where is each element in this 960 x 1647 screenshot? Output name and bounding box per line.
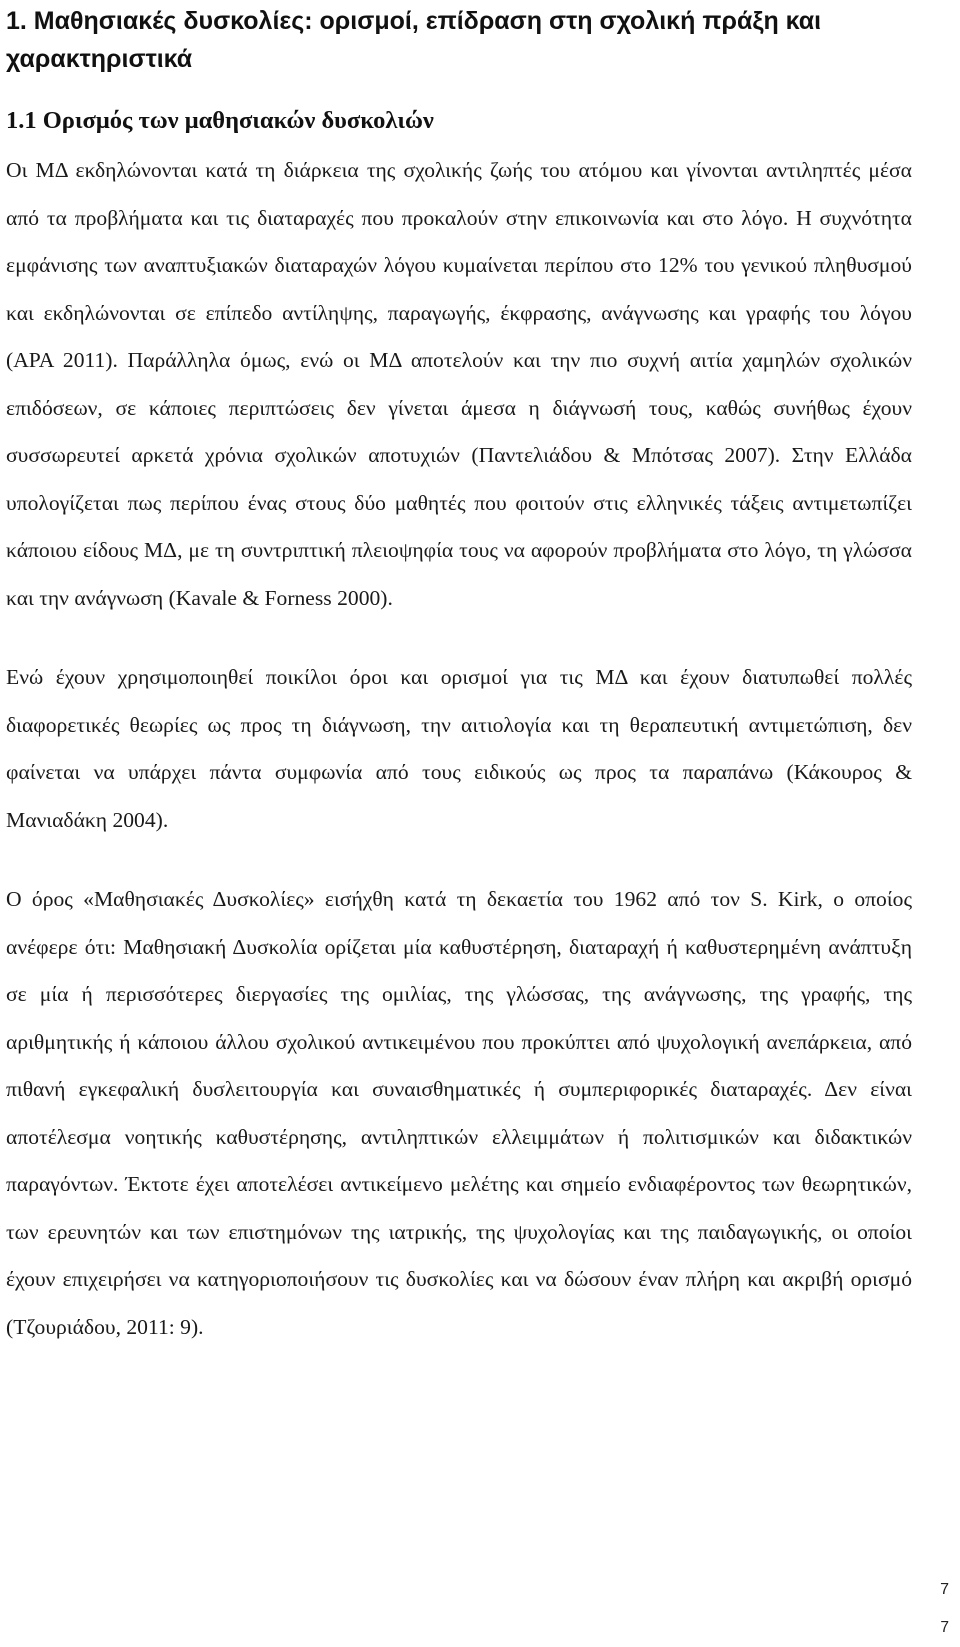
paragraph-2: Ενώ έχουν χρησιμοποιηθεί ποικίλοι όροι και ορισμοί για τις ΜΔ και έχουν διατυπωθεί πολλές διαφορετικές θεωρίες ως προς τη διάγνωση, την αιτιολογία και τη θεραπευτική αντιμετώπιση, δεν φαίνεται να υπάρχει πάντα συμφωνία από τους ειδικούς ως προς τα παραπάνω (Κάκουρος & Μανιαδάκη 2004). xyxy=(6,665,912,832)
page-number-bottom: 7 xyxy=(940,1619,949,1636)
page-number-top: 7 xyxy=(940,1581,949,1598)
document-page xyxy=(6,0,912,1351)
paragraph-3: Ο όρος «Μαθησιακές Δυσκολίες» εισήχθη κατά τη δεκαετία του 1962 από τον S. Kirk, ο οποίος ανέφερε ότι: Μαθησιακή Δυσκολία ορίζεται μία καθυστέρηση, διαταραχή ή καθυστερημένη ανάπτυξη σε μία ή περισσότερες διεργασίες της ομιλίας, της γλώσσας, της ανάγνωσης, της γραφής, της αριθμητικής ή κάποιου άλλου σχολικού αντικειμένου που προκύπτει από ψυχολογική ανεπάρκεια, από πιθανή εγκεφαλική δυσλειτουργία και συναισθηματικές ή συμπεριφορικές διαταραχές. Δεν είναι αποτέλεσμα νοητικής καθυστέρησης, αντιληπτικών ελλειμμάτων ή πολιτισμικών και διδακτικών παραγόντων. Έκτοτε έχει αποτελέσει αντικείμενο μελέτης και σημείο ενδιαφέροντος των θεωρητικών, των ερευνητών και των επιστημόνων της ιατρικής, της ψυχολογίας και της παιδαγωγικής, οι οποίοι έχουν επιχειρήσει να κατηγοριοποιήσουν τις δυσκολίες και να δώσουν έναν πλήρη και ακριβή ορισμό (Τζουριάδου, 2011: 9). xyxy=(6,887,912,1339)
paragraph-1: Οι ΜΔ εκδηλώνονται κατά τη διάρκεια της σχολικής ζωής του ατόμου και γίνονται αντιληπτές μέσα από τα προβλήματα και τις διαταραχές που προκαλούν στην επικοινωνία και στο λόγο. Η συχνότητα εμφάνισης των αναπτυξιακών διαταραχών λόγου κυμαίνεται περίπου στο 12% του γενικού πληθυσμού και εκδηλώνονται σε επίπεδο αντίληψης, παραγωγής, έκφρασης, ανάγνωσης και γραφής του λόγου (APA 2011). Παράλληλα όμως, ενώ οι ΜΔ αποτελούν και την πιο συχνή αιτία χαμηλών σχολικών επιδόσεων, σε κάποιες περιπτώσεις δεν γίνεται άμεσα η διάγνωσή τους, καθώς συνήθως έχουν συσσωρευτεί αρκετά χρόνια σχολικών αποτυχιών (Παντελιάδου & Μπότσας 2007). Στην Ελλάδα υπολογίζεται πως περίπου ένας στους δύο μαθητές που φοιτούν στις ελληνικές τάξεις αντιμετωπίζει κάποιου είδους ΜΔ, με τη συντριπτική πλειοψηφία τους να αφορούν προβλήματα στο λόγο, τη γλώσσα και την ανάγνωση (Kavale & Forness 2000). xyxy=(6,158,912,610)
section-title: 1.1 Ορισμός των μαθησιακών δυσκολιών xyxy=(6,107,434,134)
chapter-title: 1. Μαθησιακές δυσκολίες: ορισμοί, επίδραση στη σχολική πράξη και χαρακτηριστικά xyxy=(6,7,822,73)
